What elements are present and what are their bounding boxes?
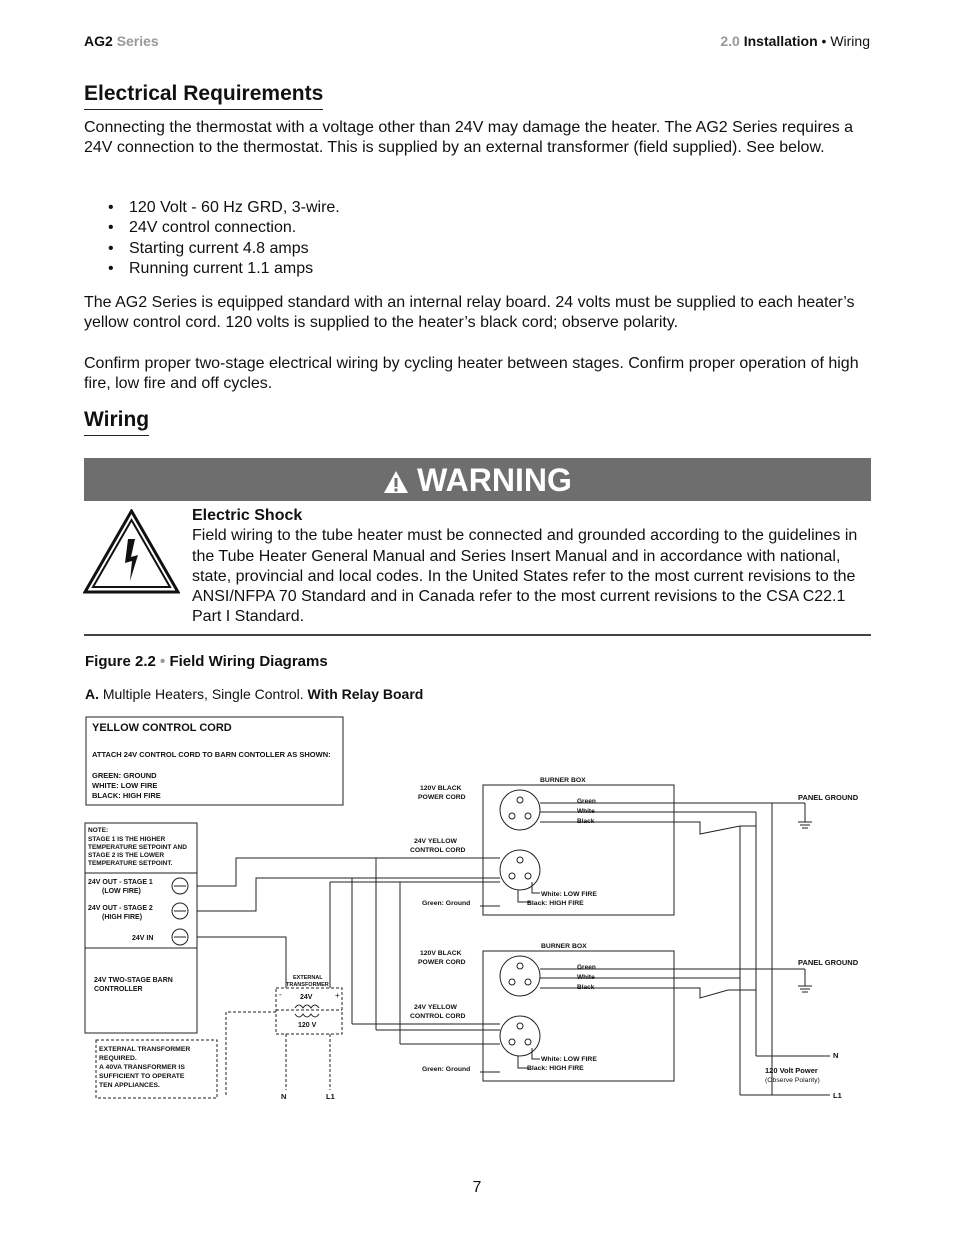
black-cord-label: 120V BLACK: [420, 785, 462, 792]
polarity-label: (Observe Polarity): [765, 1077, 820, 1084]
bullet-item: • 120 Volt - 60 Hz GRD, 3-wire.: [108, 198, 340, 218]
note-line: NOTE:: [88, 827, 109, 834]
bullet-item: • Starting current 4.8 amps: [108, 239, 340, 259]
controller-label-2: CONTROLLER: [94, 986, 143, 993]
wiring-title: Wiring: [84, 408, 149, 436]
plus-label: +: [335, 991, 340, 1000]
yellow-cord-black: BLACK: HIGH FIRE: [92, 791, 161, 800]
white-label: White: [577, 974, 595, 981]
yellow-cord-label-2: CONTROL CORD: [410, 847, 466, 854]
section-sub: • Wiring: [821, 33, 870, 49]
burner-box-label: BURNER BOX: [541, 943, 587, 950]
figure-title: Field Wiring Diagrams: [169, 653, 328, 670]
field-wiring-diagram: [0, 700, 954, 1110]
stage2-sub: (HIGH FIRE): [102, 914, 143, 921]
section-number: 2.0: [720, 33, 740, 49]
high-fire-label: Black: HIGH FIRE: [527, 900, 584, 907]
electrical-title: Electrical Requirements: [84, 82, 323, 110]
electrical-bullets: [108, 198, 340, 279]
stage2-label: 24V OUT - STAGE 2: [88, 905, 153, 912]
transformer-note-line: SUFFICIENT TO OPERATE: [99, 1073, 185, 1080]
transformer-note-line: A 40VA TRANSFORMER IS: [99, 1064, 185, 1071]
figure-caption: [85, 653, 328, 670]
warning-label: WARNING: [417, 462, 572, 498]
divider: [84, 634, 871, 636]
high-fire-label: Black: HIGH FIRE: [527, 1065, 584, 1072]
black-cord-label-2: POWER CORD: [418, 794, 466, 801]
24v-in-label: 24V IN: [132, 935, 154, 942]
low-fire-label: White: LOW FIRE: [541, 891, 597, 898]
sub-bold: With Relay Board: [307, 686, 424, 702]
yellow-cord-label: 24V YELLOW: [414, 1004, 457, 1011]
electrical-intro: Connecting the thermostat with a voltage other than 24V may damage the heater. The AG2 Series requires a 24V connection to the thermostat. This is supplied by an external transformer (field supplied). See below.: [84, 119, 854, 157]
yellow-cord-white: WHITE: LOW FIRE: [92, 781, 158, 790]
yellow-cord-title: YELLOW CONTROL CORD: [92, 722, 232, 734]
white-label: White: [577, 808, 595, 815]
warning-triangle-icon: [383, 461, 409, 505]
series-label: Series: [116, 33, 159, 49]
sub-text: Multiple Heaters, Single Control.: [102, 686, 304, 702]
section-name: Installation: [743, 33, 818, 49]
power-n-label: N: [833, 1051, 839, 1060]
n-label: N: [281, 1092, 287, 1101]
transformer-label-2: TRANSFORMER: [286, 982, 329, 988]
stage1-sub: (LOW FIRE): [102, 888, 141, 895]
bullet-item: • Running current 1.1 amps: [108, 259, 340, 279]
green-ground-label: Green: Ground: [422, 900, 471, 907]
note-line: STAGE 1 IS THE HIGHER: [88, 836, 166, 843]
stage1-label: 24V OUT - STAGE 1: [88, 879, 153, 886]
header-series: [84, 33, 159, 49]
electric-shock-icon: [83, 509, 180, 599]
warning-text: [192, 506, 877, 628]
low-fire-label: White: LOW FIRE: [541, 1056, 597, 1063]
green-label: Green: [577, 798, 596, 805]
l1-label: L1: [326, 1092, 335, 1101]
yellow-cord-label-2: CONTROL CORD: [410, 1013, 466, 1020]
warning-body: Field wiring to the tube heater must be connected and grounded according to the guidelines in the Tube Heater General Manual and Series Insert Manual and in accordance with national, state, provincial and local codes. In the United States refer to the most current revisions to the ANSI/NFPA 70 Standard and in Canada refer to the most current revisions to the CSA C22.1 Part I Standard.: [192, 527, 858, 626]
minus-label: -: [279, 990, 282, 999]
transformer-note-line: TEN APPLIANCES.: [99, 1082, 160, 1089]
black-label: Black: [577, 984, 595, 991]
transformer-note-line: REQUIRED.: [99, 1055, 137, 1062]
transformer-note-line: EXTERNAL TRANSFORMER: [99, 1046, 191, 1053]
yellow-cord-green: GREEN: GROUND: [92, 771, 157, 780]
bullet-item: • 24V control connection.: [108, 218, 340, 238]
note-line: TEMPERATURE SETPOINT.: [88, 860, 173, 867]
black-cord-label-2: POWER CORD: [418, 959, 466, 966]
24v-label: 24V: [300, 994, 313, 1001]
electrical-para-relay: The AG2 Series is equipped standard with an internal relay board. 24 volts must be supplied to each heater’s yellow control cord. 120 volts is supplied to the heater’s black cord; observe polarity.: [84, 294, 855, 332]
panel-ground-label: PANEL GROUND: [798, 958, 859, 967]
caption-bullet: •: [160, 653, 166, 670]
sub-letter: A.: [85, 686, 99, 702]
black-label: Black: [577, 818, 595, 825]
warning-banner: [84, 458, 871, 501]
green-label: Green: [577, 964, 596, 971]
note-line: TEMPERATURE SETPOINT AND: [88, 844, 187, 851]
brand: AG2: [84, 33, 113, 49]
yellow-cord-label: 24V YELLOW: [414, 838, 457, 845]
power-l1-label: L1: [833, 1091, 842, 1100]
transformer-label: EXTERNAL: [293, 975, 323, 981]
black-cord-label: 120V BLACK: [420, 950, 462, 957]
header-section: [720, 33, 870, 49]
warning-title: Electric Shock: [192, 507, 303, 524]
120v-label: 120 V: [298, 1022, 317, 1029]
yellow-cord-attach: ATTACH 24V CONTROL CORD TO BARN CONTOLLER AS SHOWN:: [92, 750, 331, 759]
figure-label: Figure 2.2: [85, 653, 156, 670]
panel-ground-label: PANEL GROUND: [798, 793, 859, 802]
controller-label: 24V TWO-STAGE BARN: [94, 977, 173, 984]
burner-box-label: BURNER BOX: [540, 777, 586, 784]
electrical-para-confirm: Confirm proper two-stage electrical wiring by cycling heater between stages. Confirm proper operation of high fire, low fire and off cycles.: [84, 355, 859, 393]
page-number: 7: [472, 1179, 482, 1196]
power-label: 120 Volt Power: [765, 1066, 818, 1075]
note-line: STAGE 2 IS THE LOWER: [88, 852, 165, 859]
green-ground-label: Green: Ground: [422, 1066, 471, 1073]
